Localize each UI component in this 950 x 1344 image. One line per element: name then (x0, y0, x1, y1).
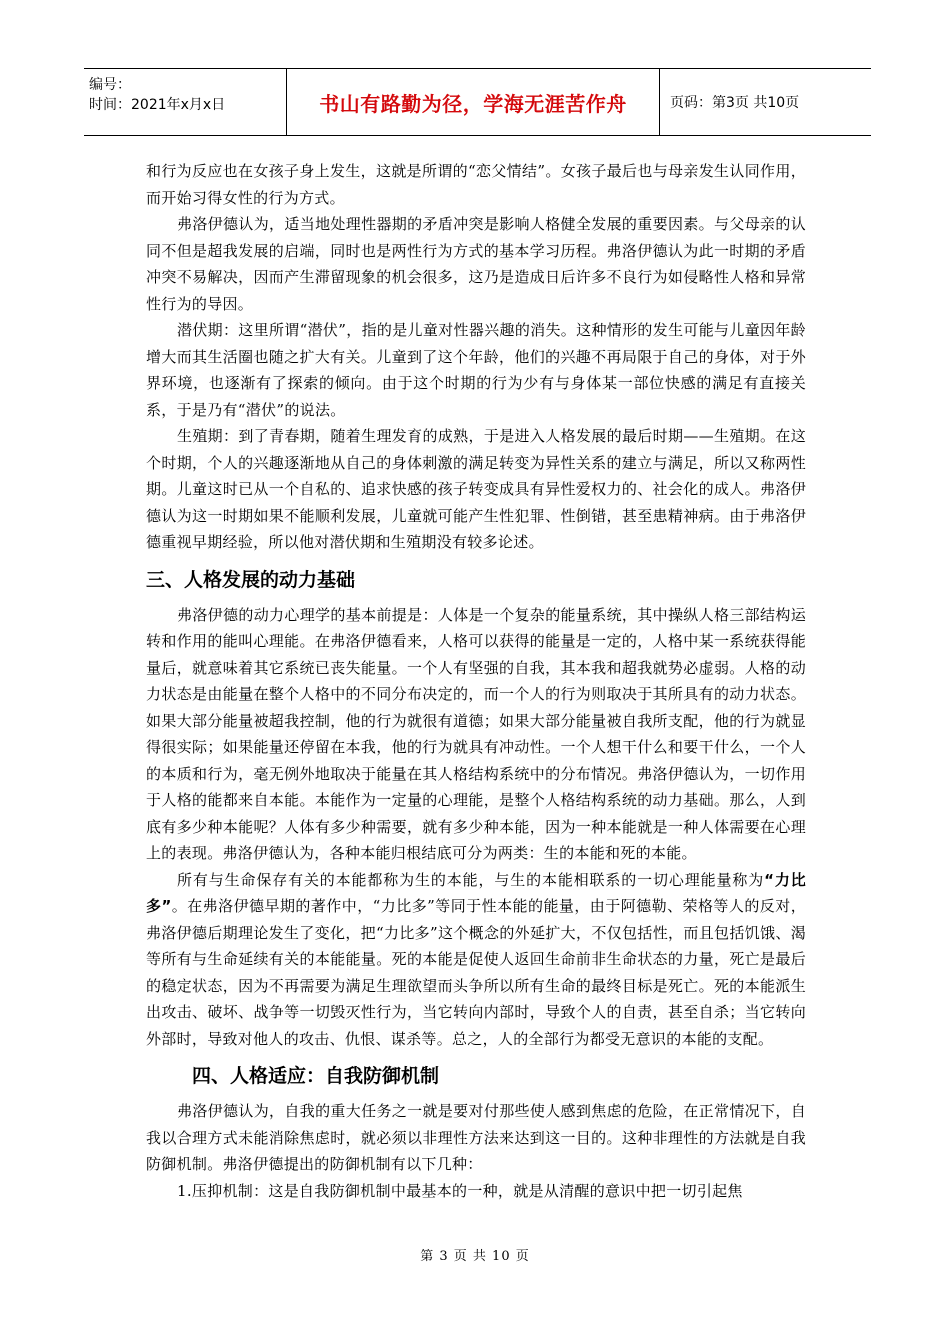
number-label: 编号： (89, 77, 131, 93)
header-page-label: 页码：第3页 共10页 (670, 95, 800, 111)
paragraph: 和行为反应也在女孩子身上发生，这就是所谓的“恋父情结”。女孩子最后也与母亲发生认同作用，而开始习得女性的行为方式。 (146, 162, 806, 207)
document-body (146, 158, 806, 1204)
paragraph: 弗洛伊德认为，自我的重大任务之一就是要对付那些使人感到焦虑的危险，在正常情况下，自我以合理方式未能消除焦虑时，就必须以非理性方法来达到这一目的。这种非理性的方法就是自我防御机制。弗洛伊德提出的防御机制有以下几种： (146, 1102, 806, 1173)
time-label: 时间：2021年x月x日 (89, 97, 226, 113)
page-footer: 第 3 页 共 10 页 (420, 1249, 530, 1264)
header-motto: 书山有路勤为径，学海无涯苦作舟 (287, 69, 660, 135)
paragraph: 生殖期：到了青春期，随着生理发育的成熟，于是进入人格发展的最后时期——生殖期。在这个时期，个人的兴趣逐渐地从自己的身体刺激的满足转变为异性关系的建立与满足，所以又称两性期。儿童这时已从一个自私的、追求快感的孩子转变成具有异性爱权力的、社会化的成人。弗洛伊德认为这一时期如果不能顺利发展，儿童就可能产生性犯罪、性倒错，甚至患精神病。由于弗洛伊德重视早期经验，所以他对潜伏期和生殖期没有较多论述。 (146, 427, 806, 551)
paragraph: 弗洛伊德认为，适当地处理性器期的矛盾冲突是影响人格健全发展的重要因素。与父母亲的认同不但是超我发展的启端，同时也是两性行为方式的基本学习历程。弗洛伊德认为此一时期的矛盾冲突不易解决，因而产生滞留现象的机会很多，这乃是造成日后许多不良行为如侵略性人格和异常性行为的导因。 (146, 215, 806, 313)
paragraph: 1.压抑机制：这是自我防御机制中最基本的一种，就是从清醒的意识中把一切引起焦 (177, 1181, 743, 1200)
header-meta (84, 69, 287, 135)
section-heading: 三、人格发展的动力基础 (146, 568, 356, 591)
paragraph: 潜伏期：这里所谓“潜伏”，指的是儿童对性器兴趣的消失。这种情形的发生可能与儿童因年龄增大而其生活圈也随之扩大有关。儿童到了这个年龄，他们的兴趣不再局限于自己的身体，对于外界环境，也逐渐有了探索的倾向。由于这个时期的行为少有与身体某一部位快感的满足有直接关系，于是乃有“潜伏”的说法。 (146, 321, 806, 419)
paragraph: 弗洛伊德的动力心理学的基本前提是：人体是一个复杂的能量系统，其中操纵人格三部结构运转和作用的能叫心理能。在弗洛伊德看来，人格可以获得的能量是一定的，人格中某一系统获得能量后，就意味着其它系统已丧失能量。一个人有坚强的自我，其本我和超我就势必虚弱。人格的动力状态是由能量在整个人格中的不同分布决定的，而一个人的行为则取决于其所具有的动力状态。如果大部分能量被超我控制，他的行为就很有道德；如果大部分能量被自我所支配，他的行为就显得很实际；如果能量还停留在本我，他的行为就具有冲动性。一个人想干什么和要干什么，一个人的本质和行为，毫无例外地取决于能量在其人格结构系统中的分布情况。弗洛伊德认为，一切作用于人格的能都来自本能。本能作为一定量的心理能，是整个人格结构系统的动力基础。那么，人到底有多少种本能呢？人体有多少种需要，就有多少种本能，因为一种本能就是一种人体需要在心理上的表现。弗洛伊德认为，各种本能归根结底可分为两类：生的本能和死的本能。 (146, 605, 806, 862)
libido-term: “力比多” (146, 870, 807, 915)
paragraph (146, 867, 806, 1053)
section-heading: 四、人格适应：自我防御机制 (192, 1065, 440, 1087)
paragraph-text: 。在弗洛伊德早期的著作中，“力比多”等同于性本能的能量，由于阿德勒、荣格等人的反对，弗洛伊德后期理论发生了变化，把“力比多”这个概念的外延扩大，不仅包括性，而且包括饥饿、渴等所有与生命延续有关的本能能量。死的本能是促使人返回生命前非生命状态的力量，死亡是最后的稳定状态，因为不再需要为满足生理欲望而头争所以所有生命的最终目标是死亡。死的本能派生出攻击、破坏、战争等一切毁灭性行为，当它转向内部时，导致个人的自责，甚至自杀；当它转向外部时，导致对他人的攻击、仇恨、谋杀等。总之，人的全部行为都受无意识的本能的支配。 (146, 897, 806, 1048)
paragraph-text: 所有与生命保存有关的本能都称为生的本能，与生的本能相联系的一切心理能量称为 (177, 870, 765, 889)
document-header (84, 68, 871, 136)
